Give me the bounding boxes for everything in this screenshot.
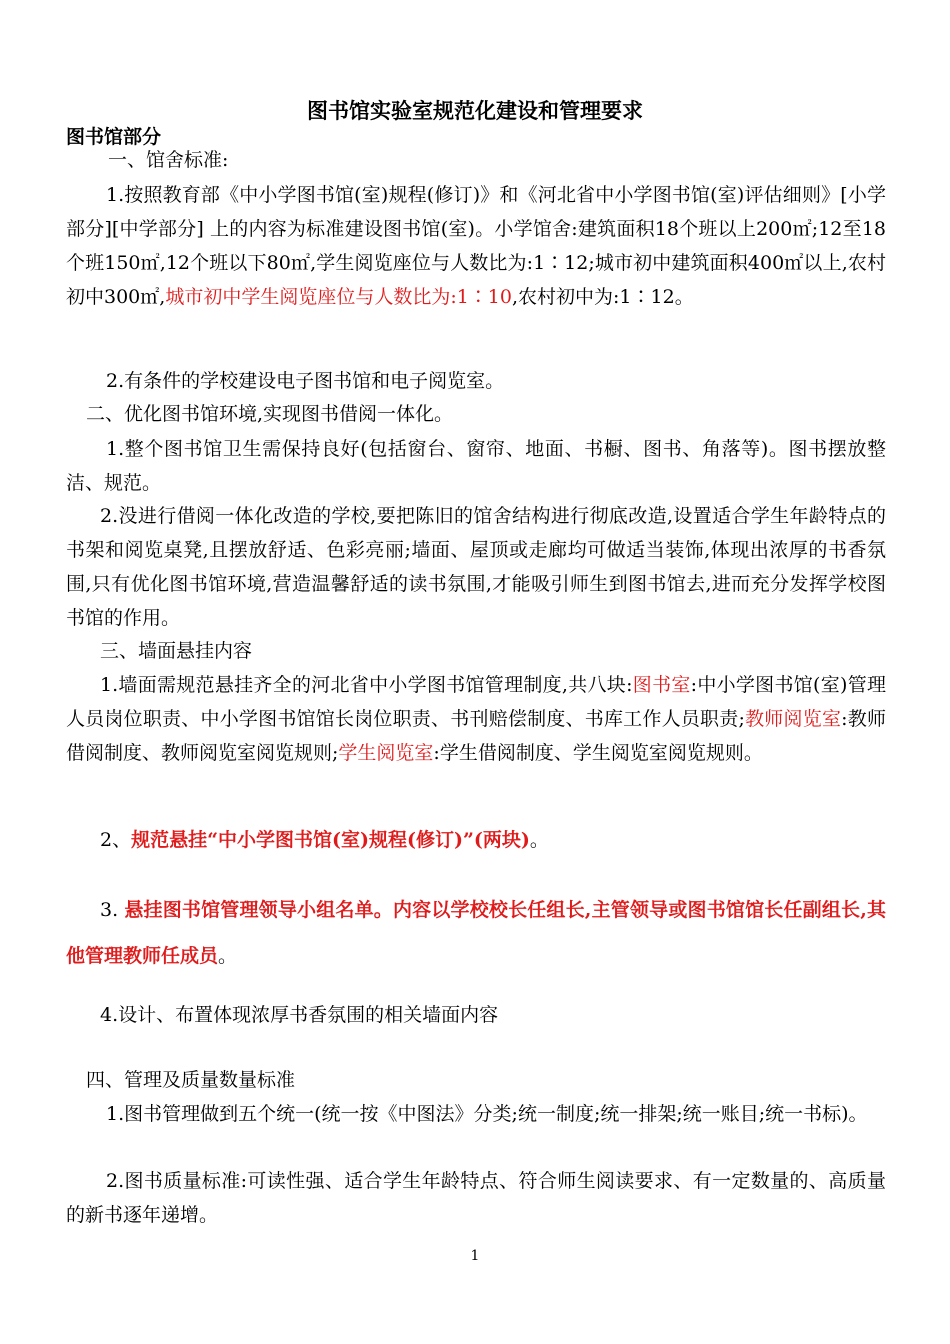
paragraph-8: 4.设计、布置体现浓厚书香氛围的相关墙面内容 <box>100 1004 499 1026</box>
heading-1: 一、馆舍标准: <box>108 149 229 171</box>
paragraph-6-highlight: 规范悬挂“中小学图书馆(室)规程(修订)”(两块) <box>131 829 530 851</box>
paragraph-6-tail: 。 <box>529 829 549 851</box>
paragraph-5-text: 1.墙面需规范悬挂齐全的河北省中小学图书馆管理制度,共八块: <box>100 674 633 696</box>
paragraph-1-highlight: 城市初中学生阅览座位与人数比为:1∶10 <box>165 286 512 308</box>
paragraph-5-text-2: :中小学图书馆(室)管理人员岗位职责、中小学图书馆馆长岗位职责、书刊赔偿制度、书库工作人员职责; <box>66 674 886 730</box>
paragraph-5-text-4: :学生借阅制度、学生阅览室阅览规则。 <box>433 742 763 764</box>
paragraph-6 <box>100 823 549 857</box>
paragraph-10: 2.图书质量标准:可读性强、适合学生年龄特点、符合师生阅读要求、有一定数量的、高质量的新书逐年递增。 <box>66 1170 886 1226</box>
paragraph-7-number: 3. <box>100 899 125 921</box>
paragraph-1 <box>66 178 886 314</box>
paragraph-7-highlight: 悬挂图书馆管理领导小组名单。内容以学校校长任组长,主管领导或图书馆馆长任副组长,其他管理教师任成员 <box>66 899 886 967</box>
paragraph-5-text-3: :教师借阅制度、教师阅览室阅览规则; <box>66 708 886 764</box>
paragraph-7 <box>66 887 886 979</box>
heading-4: 四、管理及质量数量标准 <box>86 1069 296 1091</box>
paragraph-5-highlight-student: 学生阅览室 <box>338 742 434 764</box>
paragraph-5-highlight-teacher: 教师阅览室 <box>744 708 842 730</box>
page-number: 1 <box>470 1248 480 1264</box>
section-heading: 图书馆部分 <box>66 126 162 148</box>
paragraph-4: 2.没进行借阅一体化改造的学校,要把陈旧的馆舍结构进行彻底改造,设置适合学生年龄特点的书架和阅览桌凳,且摆放舒适、色彩亮丽;墙面、屋顶或走廊均可做适当装饰,体现出浓厚的书香氛围,只有优化图书馆环境,营造温馨舒适的读书氛围,才能吸引师生到图书馆去,进而充分发挥学校图书馆的作用。 <box>66 505 886 629</box>
heading-3: 三、墙面悬挂内容 <box>100 640 253 662</box>
paragraph-1-text: 1.按照教育部《中小学图书馆(室)规程(修订)》和《河北省中小学图书馆(室)评估细则》[小学部分][中学部分] 上的内容为标准建设图书馆(室)。小学馆舍:建筑面积18个班以上200㎡;12至18个班150㎡,12个班以下80㎡,学生阅览座位与人数比为:1∶12;城市初中建筑面积400㎡以上,农村初中300㎡, <box>66 184 886 308</box>
heading-2: 二、优化图书馆环境,实现图书借阅一体化。 <box>86 403 454 425</box>
paragraph-2: 2.有条件的学校建设电子图书馆和电子阅览室。 <box>106 370 505 392</box>
paragraph-5 <box>66 668 886 770</box>
paragraph-1-tail: ,农村初中为:1∶12。 <box>511 286 694 308</box>
paragraph-7-tail: 。 <box>218 945 238 967</box>
paragraph-9: 1.图书管理做到五个统一(统一按《中图法》分类;统一制度;统一排架;统一账目;统一书标)。 <box>106 1103 868 1125</box>
document-title: 图书馆实验室规范化建设和管理要求 <box>307 99 643 123</box>
paragraph-5-highlight-library: 图书室 <box>632 674 691 696</box>
paragraph-3: 1.整个图书馆卫生需保持良好(包括窗台、窗帘、地面、书橱、图书、角落等)。图书摆放整洁、规范。 <box>66 438 886 494</box>
paragraph-6-number: 2、 <box>100 829 132 851</box>
